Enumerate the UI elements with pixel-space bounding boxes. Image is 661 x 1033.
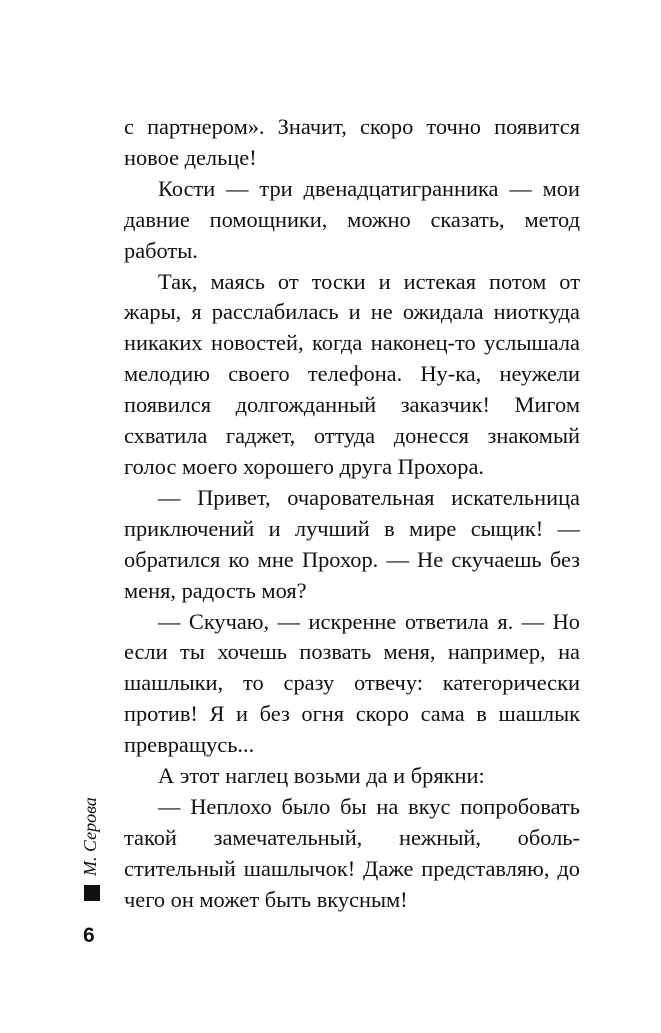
author-running-head: М. Серова xyxy=(80,797,100,876)
paragraph-5: — Скучаю, — искренне ответила я. — Но если ты хочешь позвать меня, например, на шашлыки, то сразу отвечу: категорически против! Я и без огня скоро сама в шашлык превращусь... xyxy=(124,608,580,758)
paragraph-3: Так, маясь от тоски и истекая потом от жары, я расслабилась и не ожидала ниоткуда никаких новостей, когда наконец-то услышала мелодию своего телефона. Ну-ка, неужели появился долгожданный заказчик! Мигом схватила гаджет, оттуда донесся знакомый голос моего хорошего друга Прохора. xyxy=(124,268,580,479)
paragraph-4: — Привет, очаровательная искательница приключений и лучший в мире сыщик! — обратился ко мне Прохор. — Не скучаешь без меня, радость моя? xyxy=(124,484,580,603)
paragraph-1: с партнером». Значит, скоро точно появится новое дельце! xyxy=(124,114,580,170)
paragraph-6: А этот наглец возьми да и брякни: xyxy=(158,763,485,789)
running-head-square-icon xyxy=(84,885,100,901)
paragraph-2: Кости — три двенадцатигранника — мои давние помощники, можно сказать, метод работы. xyxy=(124,175,580,263)
body-text xyxy=(124,112,580,916)
page-number: 6 xyxy=(83,924,95,947)
paragraph-7: — Неплохо было бы на вкус попробовать такой замечательный, нежный, обольстительный шашлычок! Даже представляю, до чего он может быть вкусным! xyxy=(124,793,580,912)
